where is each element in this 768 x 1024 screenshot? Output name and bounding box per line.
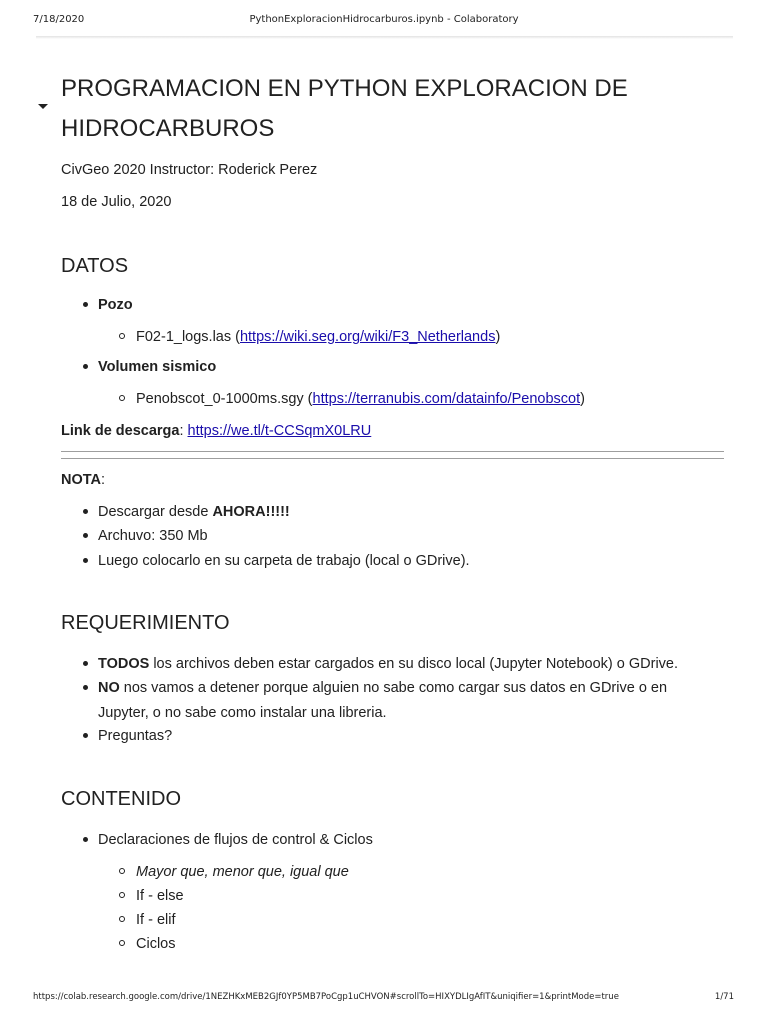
requerimiento-item-2-text: nos vamos a detener porque alguien no sabe como cargar sus datos en GDrive o en [119, 680, 668, 696]
contenido-sub-4: Ciclos [136, 936, 176, 952]
sub-bullet-icon [119, 333, 125, 339]
bullet-icon [83, 558, 88, 563]
nota-item-3: Luego colocarlo en su carpeta de trabajo (local o GDrive). [98, 553, 470, 569]
requerimiento-item-1 [98, 654, 678, 674]
contenido-sub-3: If - elif [136, 912, 176, 928]
sub-bullet-icon [119, 940, 125, 946]
pozo-file: F02-1_logs.las ( [136, 329, 240, 345]
requerimiento-item-1-text: los archivos deben estar cargados en su disco local (Jupyter Notebook) o GDrive. [149, 656, 679, 672]
volumen-label: Volumen sismico [98, 359, 217, 375]
nota-colon: : [101, 472, 106, 488]
print-date: 7/18/2020 [33, 14, 85, 25]
descarga-line [61, 421, 371, 441]
bullet-icon [83, 302, 88, 307]
requerimiento-item-2-cont: Jupyter, o no sabe como instalar una libreria. [98, 705, 387, 721]
nota-item-1-text: Descargar desde [98, 504, 213, 520]
footer-url: https://colab.research.google.com/drive/1NEZHKxMEB2GJf0YP5MB7PoCgp1uCHVON#scrollTo=HIXYDLIgAfIT&uniqifier=1&printMode=true [33, 992, 619, 1002]
page-title: PROGRAMACION EN PYTHON EXPLORACION DE HIDROCARBUROS [61, 75, 628, 142]
pozo-close-paren: ) [495, 329, 501, 345]
collapse-section-icon[interactable] [38, 104, 48, 109]
page-number: 1/71 [714, 992, 734, 1002]
requerimiento-item-3: Preguntas? [98, 728, 173, 744]
header-divider [36, 36, 733, 39]
pozo-item [136, 327, 500, 347]
bullet-icon [83, 733, 88, 738]
contenido-sub-1: Mayor que, menor que, igual que [136, 864, 349, 880]
date-line: 18 de Julio, 2020 [61, 194, 172, 210]
nota-item-2: Archuvo: 350 Mb [98, 528, 208, 544]
horizontal-rule [61, 451, 724, 452]
volumen-file: Penobscot_0-1000ms.sgy ( [136, 391, 313, 407]
bullet-icon [83, 364, 88, 369]
volumen-close-paren: ) [580, 391, 585, 407]
requerimiento-item-2-bold: NO [98, 680, 120, 696]
volumen-link[interactable]: https://terranubis.com/datainfo/Penobscot [312, 391, 581, 407]
bullet-icon [83, 661, 88, 666]
horizontal-rule [61, 458, 724, 459]
contenido-heading: CONTENIDO [61, 788, 181, 810]
instructor-line: CivGeo 2020 Instructor: Roderick Perez [61, 162, 318, 178]
descarga-sep: : [179, 423, 188, 439]
nota-label: NOTA [61, 472, 102, 488]
datos-heading: DATOS [61, 255, 129, 277]
requerimiento-item-1-bold: TODOS [98, 656, 150, 672]
pozo-label: Pozo [98, 297, 133, 313]
bullet-icon [83, 533, 88, 538]
sub-bullet-icon [119, 892, 125, 898]
nota-item-1-bold: AHORA!!!!! [212, 504, 290, 520]
bullet-icon [83, 509, 88, 514]
nota-item-1 [98, 502, 290, 522]
sub-bullet-icon [119, 916, 125, 922]
contenido-item-1: Declaraciones de flujos de control & Ciclos [98, 832, 373, 848]
bullet-icon [83, 837, 88, 842]
volumen-item [136, 389, 585, 409]
requerimiento-heading: REQUERIMIENTO [61, 612, 230, 634]
sub-bullet-icon [119, 868, 125, 874]
pozo-link[interactable]: https://wiki.seg.org/wiki/F3_Netherlands [239, 329, 496, 345]
contenido-sub-2: If - else [136, 888, 184, 904]
requerimiento-item-2 [98, 678, 667, 698]
print-title: PythonExploracionHidrocarburos.ipynb - Colaboratory [249, 14, 519, 25]
descarga-link[interactable]: https://we.tl/t-CCSqmX0LRU [187, 423, 372, 439]
print-header [0, 14, 768, 30]
descarga-label: Link de descarga [61, 423, 180, 439]
nota-line [61, 470, 105, 490]
sub-bullet-icon [119, 395, 125, 401]
bullet-icon [83, 685, 88, 690]
